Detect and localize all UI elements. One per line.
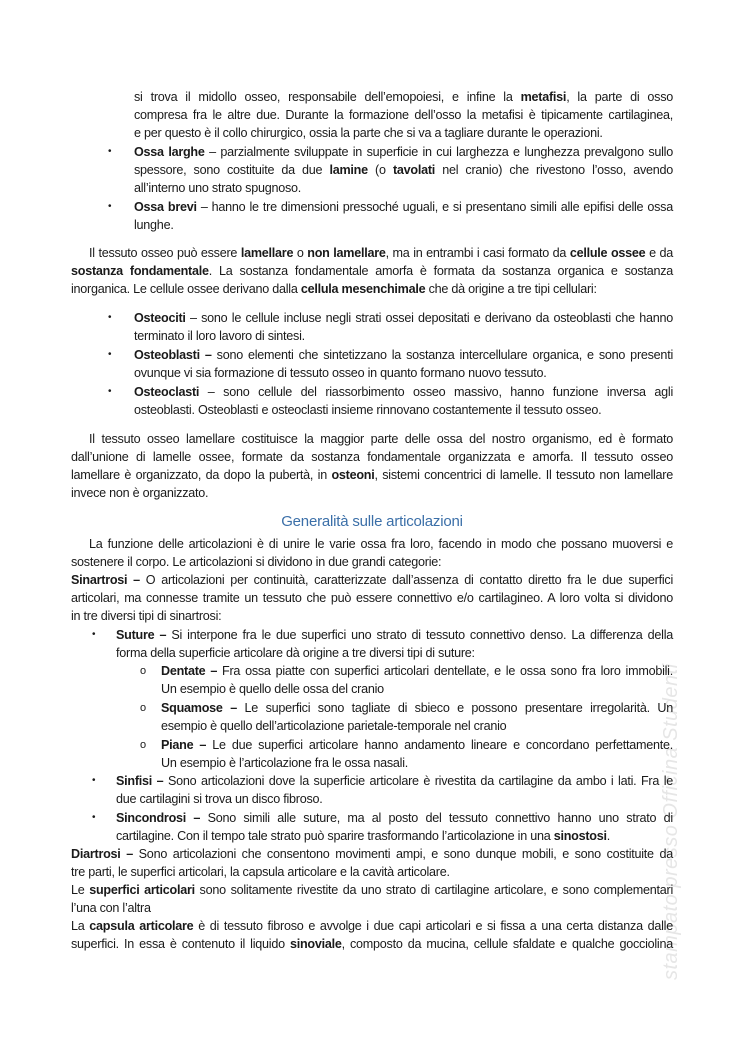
- text-run: sono solitamente rivestite da uno strato di cartilagine articolare, e sono complementari: [194, 883, 674, 897]
- text-run: e da: [645, 246, 673, 260]
- text-line: [134, 346, 673, 364]
- text-run: , la parte di osso: [566, 90, 673, 104]
- text-line: [134, 216, 673, 234]
- text-run: l’una con l’altra: [71, 901, 151, 915]
- text-run: La: [71, 919, 90, 933]
- bullet-marker-icon: •: [92, 775, 96, 786]
- bold-term: superfici articolari: [89, 883, 195, 897]
- text-run: Sono articolazioni dove la superficie articolare è rivestita da cartilagine da ambo i lati. Fra le: [163, 774, 673, 788]
- text-run: osteoblasti. Osteoblasti e osteoclasti insieme rinnovano costantemente il tessuto osseo.: [134, 403, 602, 417]
- text-line: [116, 772, 673, 790]
- text-line: [161, 680, 673, 698]
- bold-term: non lamellare: [307, 246, 386, 260]
- text-line: [71, 863, 673, 881]
- text-run: è di tessuto fibroso e avvolge i due capi articolari e si fissa a una certa distanza dalle: [193, 919, 673, 933]
- text-run: lunghe.: [134, 218, 174, 232]
- text-run: si trova il midollo osseo, responsabile dell’emopoiesi, e infine la: [134, 90, 521, 104]
- text-line: [71, 607, 673, 625]
- text-run: due cartilagini si trova un disco fibroso.: [116, 792, 323, 806]
- bold-term: Diartrosi –: [71, 847, 133, 861]
- text-line: [71, 845, 673, 863]
- bold-term: Piane –: [161, 738, 207, 752]
- bullet-marker-icon: •: [92, 812, 96, 823]
- text-run: inorganica. Le cellule ossee derivano dalla: [71, 282, 301, 296]
- text-run: . La sostanza fondamentale amorfa è formata da sostanza organica e sostanza: [208, 264, 673, 278]
- text-line: [161, 699, 673, 717]
- text-line: [71, 280, 673, 298]
- text-line: [134, 106, 673, 124]
- text-line: [116, 626, 673, 644]
- text-line: [71, 571, 673, 589]
- text-run: o: [293, 246, 308, 260]
- text-run: Un esempio è l’articolazione fra le ossa nasali.: [161, 756, 409, 770]
- sub-bullet-marker-icon: o: [140, 739, 147, 751]
- text-run: , composto da mucina, cellule sfaldate e qualche gocciolina: [341, 937, 673, 951]
- text-line: [89, 535, 673, 553]
- text-line: [71, 881, 673, 899]
- text-run: Le: [71, 883, 90, 897]
- text-line: [134, 383, 673, 401]
- bullet-marker-icon: •: [108, 386, 112, 397]
- text-line: [134, 364, 673, 382]
- text-line: [71, 466, 673, 484]
- text-run: – parzialmente sviluppate in superficie in cui larghezza e lunghezza prevalgono sullo: [204, 145, 673, 159]
- bold-term: Dentate –: [161, 664, 218, 678]
- text-line: [71, 448, 673, 466]
- sub-bullet-marker-icon: o: [140, 702, 147, 714]
- text-line: [71, 589, 673, 607]
- bold-term: sostanza fondamentale: [71, 264, 209, 278]
- text-line: [89, 244, 673, 262]
- bullet-marker-icon: •: [108, 146, 112, 157]
- bold-term: lamine: [329, 163, 368, 177]
- bold-term: Sinfisi –: [116, 774, 164, 788]
- text-run: in tre diversi tipi di sinartrosi:: [71, 609, 222, 623]
- text-line: [134, 161, 673, 179]
- text-line: [134, 401, 673, 419]
- text-run: , sistemi concentrici di lamelle. Il tessuto non lamellare: [374, 468, 673, 482]
- text-run: .: [606, 829, 611, 843]
- text-run: – sono cellule del riassorbimento osseo massivo, hanno funzione inversa agli: [199, 385, 673, 399]
- text-line: [134, 143, 673, 161]
- text-line: [71, 935, 673, 953]
- text-line: [116, 827, 673, 845]
- bullet-marker-icon: •: [108, 201, 112, 212]
- bold-term: Suture –: [116, 628, 167, 642]
- bold-term: cellule ossee: [569, 246, 646, 260]
- bold-term: Osteoblasti –: [134, 348, 212, 362]
- text-run: Il tessuto osseo lamellare costituisce la maggior parte delle ossa del nostro organismo, ed è formato: [89, 432, 673, 446]
- bold-term: sinostosi: [553, 829, 607, 843]
- bold-term: Osteoclasti: [134, 385, 200, 399]
- text-line: [161, 754, 673, 772]
- text-line: [134, 179, 673, 197]
- watermark: stampato presso Officina Studenti: [660, 663, 682, 980]
- text-run: O articolazioni per continuità, caratterizzate dall’assenza di contatto diretto fra le due superfici: [139, 573, 673, 587]
- bold-term: tavolati: [392, 163, 436, 177]
- bullet-marker-icon: •: [108, 312, 112, 323]
- text-run: spessore, sono costituite da due: [134, 163, 330, 177]
- text-line: [89, 430, 673, 448]
- text-run: Fra ossa piatte con superfici articolari dentellate, e le ossa sono fra loro immobili.: [217, 664, 673, 678]
- bold-term: osteoni: [331, 468, 375, 482]
- text-line: [116, 809, 673, 827]
- text-line: [71, 262, 673, 280]
- bold-term: sinoviale: [289, 937, 342, 951]
- text-run: Le superfici sono tagliate di sbieco e possono presentare irregolarità. Un: [237, 701, 673, 715]
- text-run: , ma in entrambi i casi formato da: [385, 246, 570, 260]
- text-run: Sono articolazioni che consentono movimenti ampi, e sono dunque mobili, e sono costituite da: [132, 847, 673, 861]
- bold-term: Squamose –: [161, 701, 237, 715]
- bullet-marker-icon: •: [108, 349, 112, 360]
- text-line: [134, 198, 673, 216]
- text-line: [161, 736, 673, 754]
- bold-term: cellula mesenchimale: [300, 282, 426, 296]
- text-line: [116, 644, 673, 662]
- text-run: (o: [367, 163, 393, 177]
- text-run: tre parti, le superfici articolari, la capsula articolare e la cavità articolare.: [71, 865, 450, 879]
- text-run: Sono simili alle suture, ma al posto del tessuto connettivo hanno uno strato di: [200, 811, 673, 825]
- bold-term: Osteociti: [134, 311, 186, 325]
- text-run: – hanno le tre dimensioni pressoché uguali, e si presentano simili alle epifisi delle ossa: [196, 200, 673, 214]
- text-run: forma della superficie articolare dà origine a tre diversi tipi di suture:: [116, 646, 475, 660]
- text-run: e per questo è il collo chirurgico, ossia la parte che si va a tagliare durante le operazioni.: [134, 126, 603, 140]
- text-run: sostenere il corpo. Le articolazioni si dividono in due grandi categorie:: [71, 555, 442, 569]
- text-run: sono elementi che sintetizzano la sostanza intercellulare organica, e sono presenti: [211, 348, 673, 362]
- text-run: Le due superfici articolare hanno andamento lineare e concordano perfettamente.: [206, 738, 673, 752]
- text-run: compresa fra le altre due. Durante la formazione dell’osso la metafisi è tipicamente cartilaginea,: [134, 108, 673, 122]
- text-run: Il tessuto osseo può essere: [89, 246, 241, 260]
- section-heading: Generalità sulle articolazioni: [281, 513, 463, 530]
- bold-term: Sincondrosi –: [116, 811, 201, 825]
- text-line: [116, 790, 673, 808]
- text-run: esempio è quello dell’articolazione parietale-temporale nel cranio: [161, 719, 507, 733]
- text-line: [161, 717, 673, 735]
- text-line: [71, 899, 673, 917]
- text-run: all’interno uno strato spugnoso.: [134, 181, 302, 195]
- bold-term: capsula articolare: [89, 919, 194, 933]
- bold-term: Ossa brevi: [134, 200, 197, 214]
- text-line: [161, 662, 673, 680]
- bullet-marker-icon: •: [92, 629, 96, 640]
- sub-bullet-marker-icon: o: [140, 665, 147, 677]
- text-run: che dà origine a tre tipi cellulari:: [425, 282, 597, 296]
- text-line: [71, 917, 673, 935]
- text-line: [134, 124, 673, 142]
- text-run: – sono le cellule incluse negli strati ossei depositati e derivano da osteoblasti che hanno: [185, 311, 673, 325]
- text-line: [134, 309, 673, 327]
- text-run: cartilagine. Con il tempo tale strato può sparire trasformando l’articolazione in una: [116, 829, 554, 843]
- bold-term: metafisi: [520, 90, 567, 104]
- text-run: dall’unione di lamelle ossee, formate da sostanza fondamentale organizzata e amorfa. Il tessuto osseo: [71, 450, 673, 464]
- bold-term: Sinartrosi –: [71, 573, 140, 587]
- bold-term: lamellare: [240, 246, 294, 260]
- text-run: Si interpone fra le due superfici uno strato di tessuto connettivo denso. La differenza della: [166, 628, 674, 642]
- text-run: ovunque vi sia formazione di tessuto osseo in quanto formano nuovo tessuto.: [134, 366, 547, 380]
- bold-term: Ossa larghe: [134, 145, 205, 159]
- text-run: terminato il loro lavoro di sintesi.: [134, 329, 305, 343]
- text-line: [71, 484, 673, 502]
- text-run: lamellare è organizzato, da dopo la pubertà, in: [71, 468, 332, 482]
- text-run: nel cranio) che rivestono l’osso, avendo: [435, 163, 674, 177]
- text-line: [71, 553, 673, 571]
- text-run: Un esempio è quello delle ossa del cranio: [161, 682, 384, 696]
- text-run: superfici. In essa è contenuto il liquido: [71, 937, 290, 951]
- text-line: [134, 88, 673, 106]
- text-run: articolari, ma connesse tramite un tessuto che può essere connettivo e/o cartilagineo. A loro volta si dividono: [71, 591, 673, 605]
- text-run: La funzione delle articolazioni è di unire le varie ossa fra loro, facendo in modo che possano muoversi e: [89, 537, 673, 551]
- text-run: invece non è organizzato.: [71, 486, 209, 500]
- text-line: [134, 327, 673, 345]
